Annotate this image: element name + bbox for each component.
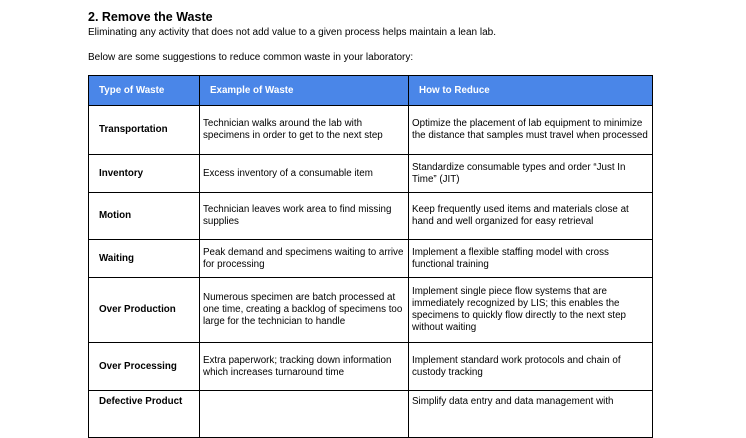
header-example-of-waste: Example of Waste	[200, 76, 409, 106]
table-row	[89, 106, 653, 155]
table-row	[89, 193, 653, 240]
table-header-row	[89, 76, 653, 106]
header-type-of-waste: Type of Waste	[89, 76, 200, 106]
waste-example-cell: Technician walks around the lab with specimens in order to get to the next step	[200, 106, 409, 155]
waste-type-cell: Transportation	[89, 106, 200, 155]
waste-reduce-cell: Keep frequently used items and materials close at hand and well organized for easy retrieval	[409, 193, 653, 240]
table-row	[89, 278, 653, 343]
waste-type-cell: Over Processing	[89, 343, 200, 391]
waste-table	[88, 75, 653, 438]
waste-type-cell: Waiting	[89, 240, 200, 278]
waste-reduce-cell: Standardize consumable types and order “Just In Time” (JIT)	[409, 155, 653, 193]
waste-reduce-cell: Implement single piece flow systems that are immediately recognized by LIS; this enables the specimens to quickly flow directly to the next step without waiting	[409, 278, 653, 343]
waste-reduce-cell: Implement standard work protocols and chain of custody tracking	[409, 343, 653, 391]
waste-type-cell: Inventory	[89, 155, 200, 193]
waste-reduce-cell: Simplify data entry and data management with	[409, 391, 653, 438]
lead-paragraph: Below are some suggestions to reduce common waste in your laboratory:	[88, 52, 414, 63]
waste-example-cell: Extra paperwork; tracking down information which increases turnaround time	[200, 343, 409, 391]
waste-type-cell: Over Production	[89, 278, 200, 343]
waste-example-cell: Numerous specimen are batch processed at one time, creating a backlog of specimens too large for the technician to handle	[200, 278, 409, 343]
waste-example-cell: Technician leaves work area to find missing supplies	[200, 193, 409, 240]
table-row	[89, 391, 653, 438]
table-row	[89, 240, 653, 278]
table-row	[89, 343, 653, 391]
waste-reduce-cell: Implement a flexible staffing model with cross functional training	[409, 240, 653, 278]
waste-type-cell: Motion	[89, 193, 200, 240]
table-row	[89, 155, 653, 193]
waste-reduce-cell: Optimize the placement of lab equipment to minimize the distance that samples must travel when processed	[409, 106, 653, 155]
section-heading: 2. Remove the Waste	[88, 10, 213, 24]
waste-example-cell: Peak demand and specimens waiting to arrive for processing	[200, 240, 409, 278]
header-how-to-reduce: How to Reduce	[409, 76, 653, 106]
waste-example-cell	[200, 391, 409, 438]
intro-paragraph: Eliminating any activity that does not add value to a given process helps maintain a lean lab.	[88, 27, 497, 38]
waste-type-cell: Defective Product	[89, 391, 200, 438]
waste-example-cell: Excess inventory of a consumable item	[200, 155, 409, 193]
